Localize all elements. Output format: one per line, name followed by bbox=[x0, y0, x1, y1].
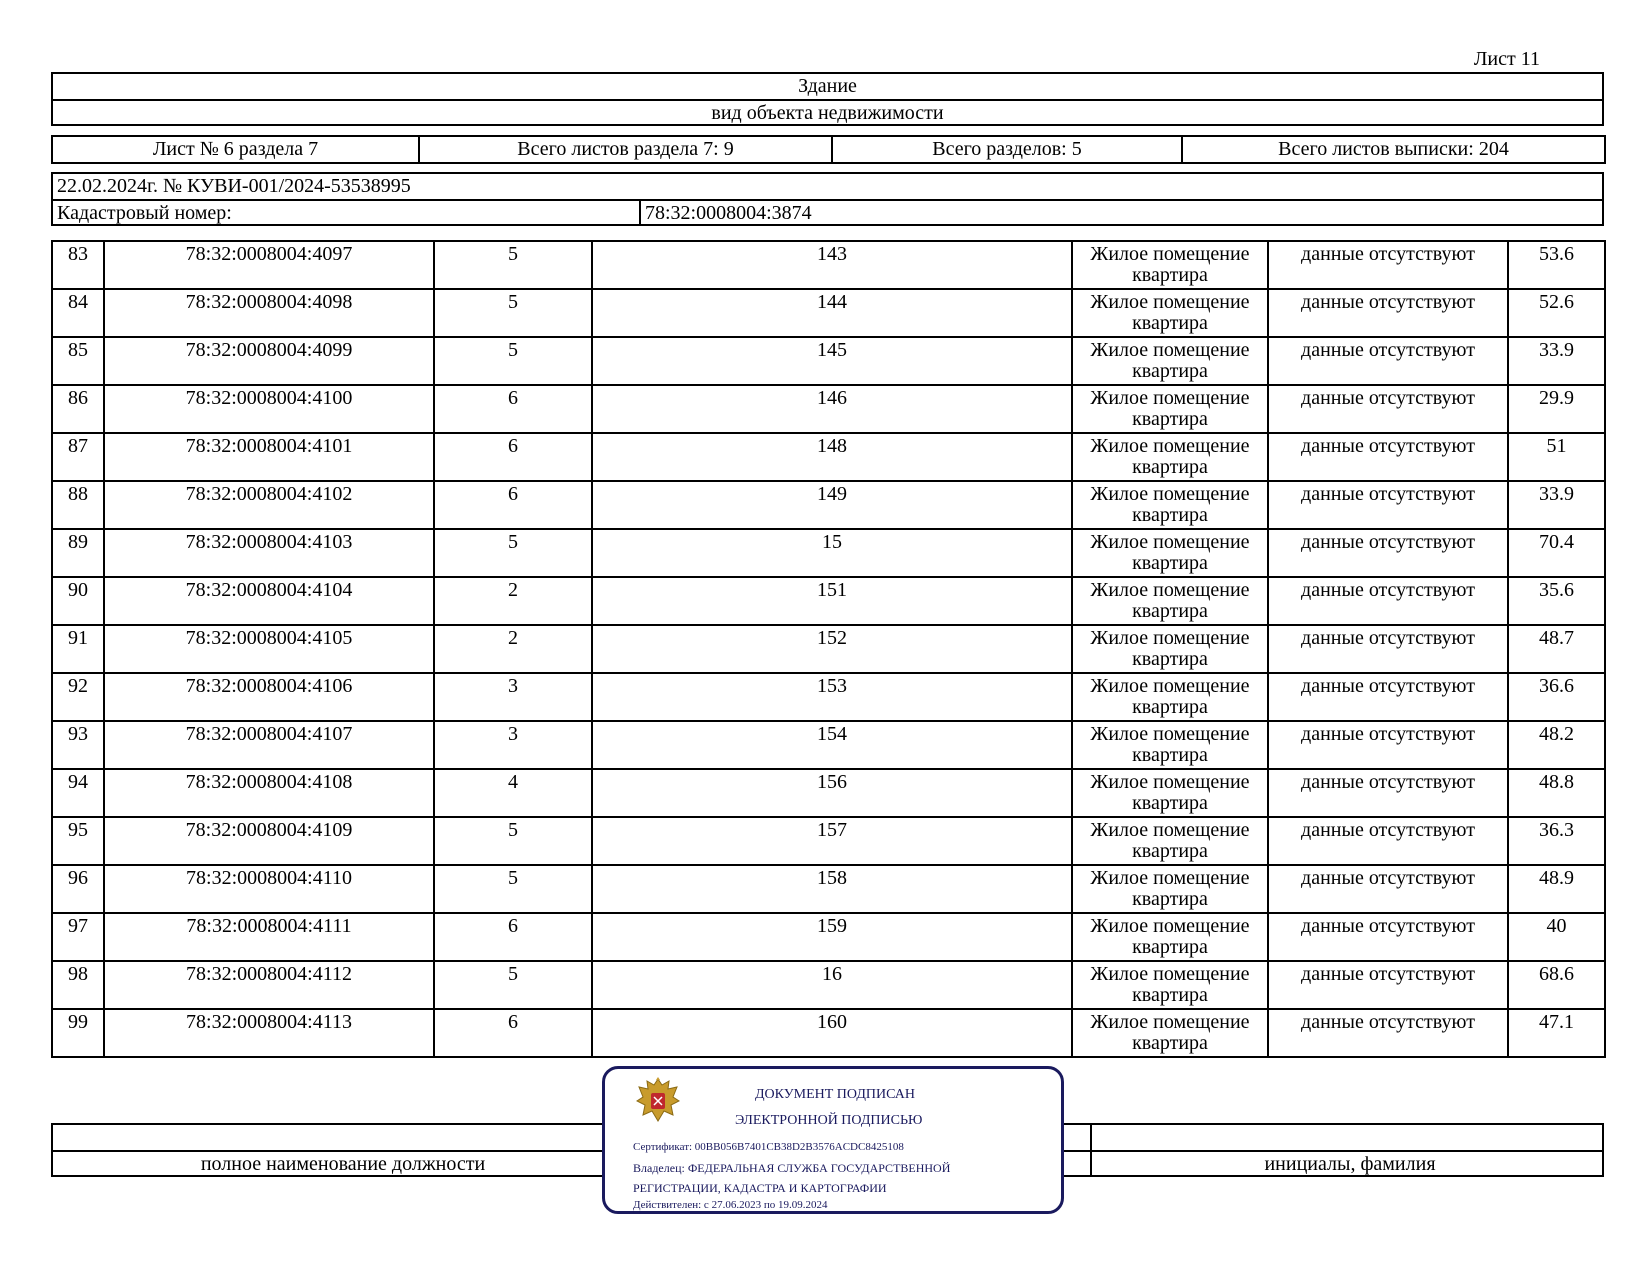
room-type-line2: квартира bbox=[1132, 888, 1208, 910]
room-type-line1: Жилое помещение bbox=[1090, 387, 1250, 409]
row-number: 83 bbox=[52, 241, 104, 289]
document-reference-box bbox=[51, 172, 1604, 226]
object-type-box bbox=[51, 72, 1604, 126]
room-cadastral-number: 78:32:0008004:4112 bbox=[104, 961, 434, 1009]
room-type-line1: Жилое помещение bbox=[1090, 675, 1250, 697]
stamp-owner2: РЕГИСТРАЦИИ, КАДАСТРА И КАРТОГРАФИИ bbox=[633, 1181, 887, 1195]
room-type-line1: Жилое помещение bbox=[1090, 435, 1250, 457]
room-number: 148 bbox=[592, 433, 1072, 481]
room-type bbox=[1072, 721, 1268, 769]
room-type bbox=[1072, 385, 1268, 433]
room-number: 157 bbox=[592, 817, 1072, 865]
room-cadastral-number: 78:32:0008004:4113 bbox=[104, 1009, 434, 1057]
room-type-line1: Жилое помещение bbox=[1090, 291, 1250, 313]
position-caption: полное наименование должности bbox=[200, 1153, 486, 1175]
floor: 2 bbox=[434, 625, 592, 673]
room-type-line1: Жилое помещение bbox=[1090, 531, 1250, 553]
table-row bbox=[52, 529, 1605, 577]
section-info-table bbox=[51, 135, 1606, 164]
room-info: данные отсутствуют bbox=[1268, 337, 1508, 385]
room-type-line1: Жилое помещение bbox=[1090, 483, 1250, 505]
room-type-line1: Жилое помещение bbox=[1090, 771, 1250, 793]
room-type-line2: квартира bbox=[1132, 696, 1208, 718]
room-number: 158 bbox=[592, 865, 1072, 913]
room-cadastral-number: 78:32:0008004:4110 bbox=[104, 865, 434, 913]
room-info: данные отсутствуют bbox=[1268, 913, 1508, 961]
room-type bbox=[1072, 337, 1268, 385]
floor: 5 bbox=[434, 529, 592, 577]
coat-of-arms-icon bbox=[633, 1075, 683, 1129]
room-cadastral-number: 78:32:0008004:4098 bbox=[104, 289, 434, 337]
room-type bbox=[1072, 673, 1268, 721]
room-type-line1: Жилое помещение bbox=[1090, 579, 1250, 601]
room-cadastral-number: 78:32:0008004:4111 bbox=[104, 913, 434, 961]
room-area: 36.3 bbox=[1508, 817, 1605, 865]
room-type-line1: Жилое помещение bbox=[1090, 627, 1250, 649]
room-type-line2: квартира bbox=[1132, 360, 1208, 382]
room-info: данные отсутствуют bbox=[1268, 385, 1508, 433]
room-type-line2: квартира bbox=[1132, 984, 1208, 1006]
sheet-number: Лист 11 bbox=[1473, 48, 1540, 70]
row-number: 84 bbox=[52, 289, 104, 337]
room-cadastral-number: 78:32:0008004:4097 bbox=[104, 241, 434, 289]
room-area: 48.8 bbox=[1508, 769, 1605, 817]
room-area: 70.4 bbox=[1508, 529, 1605, 577]
floor: 5 bbox=[434, 337, 592, 385]
room-area: 33.9 bbox=[1508, 481, 1605, 529]
room-type-line1: Жилое помещение bbox=[1090, 243, 1250, 265]
room-type-line1: Жилое помещение bbox=[1090, 915, 1250, 937]
room-type bbox=[1072, 529, 1268, 577]
room-number: 146 bbox=[592, 385, 1072, 433]
room-type-line2: квартира bbox=[1132, 936, 1208, 958]
row-number: 87 bbox=[52, 433, 104, 481]
room-type bbox=[1072, 769, 1268, 817]
room-type-line2: квартира bbox=[1132, 456, 1208, 478]
table-row bbox=[52, 289, 1605, 337]
room-type-line2: квартира bbox=[1132, 744, 1208, 766]
room-info: данные отсутствуют bbox=[1268, 1009, 1508, 1057]
room-type bbox=[1072, 1009, 1268, 1057]
room-type bbox=[1072, 913, 1268, 961]
room-area: 52.6 bbox=[1508, 289, 1605, 337]
row-number: 85 bbox=[52, 337, 104, 385]
floor: 5 bbox=[434, 289, 592, 337]
table-row bbox=[52, 577, 1605, 625]
room-cadastral-number: 78:32:0008004:4107 bbox=[104, 721, 434, 769]
room-info: данные отсутствуют bbox=[1268, 961, 1508, 1009]
room-area: 33.9 bbox=[1508, 337, 1605, 385]
stamp-line1: ДОКУМЕНТ ПОДПИСАН bbox=[755, 1087, 915, 1102]
row-number: 99 bbox=[52, 1009, 104, 1057]
room-type-line1: Жилое помещение bbox=[1090, 1011, 1250, 1033]
total-sheets-extract: Всего листов выписки: 204 bbox=[1182, 136, 1605, 163]
table-row bbox=[52, 865, 1605, 913]
table-row bbox=[52, 433, 1605, 481]
stamp-valid: Действителен: с 27.06.2023 по 19.09.2024 bbox=[633, 1199, 828, 1211]
floor: 5 bbox=[434, 865, 592, 913]
room-type-line2: квартира bbox=[1132, 408, 1208, 430]
table-row bbox=[52, 913, 1605, 961]
table-row bbox=[52, 721, 1605, 769]
room-cadastral-number: 78:32:0008004:4106 bbox=[104, 673, 434, 721]
stamp-line2: ЭЛЕКТРОННОЙ ПОДПИСЬЮ bbox=[735, 1113, 923, 1128]
table-row bbox=[52, 961, 1605, 1009]
floor: 3 bbox=[434, 673, 592, 721]
room-type bbox=[1072, 577, 1268, 625]
row-number: 94 bbox=[52, 769, 104, 817]
room-type-line1: Жилое помещение bbox=[1090, 819, 1250, 841]
room-type bbox=[1072, 481, 1268, 529]
room-type-line2: квартира bbox=[1132, 264, 1208, 286]
row-number: 96 bbox=[52, 865, 104, 913]
row-number: 89 bbox=[52, 529, 104, 577]
room-type-line2: квартира bbox=[1132, 840, 1208, 862]
table-row bbox=[52, 241, 1605, 289]
table-row bbox=[52, 1009, 1605, 1057]
room-number: 15 bbox=[592, 529, 1072, 577]
room-area: 53.6 bbox=[1508, 241, 1605, 289]
cadastral-number: 78:32:0008004:3874 bbox=[639, 201, 812, 226]
room-cadastral-number: 78:32:0008004:4101 bbox=[104, 433, 434, 481]
room-info: данные отсутствуют bbox=[1268, 625, 1508, 673]
room-number: 145 bbox=[592, 337, 1072, 385]
room-number: 160 bbox=[592, 1009, 1072, 1057]
signature-stamp bbox=[602, 1066, 1064, 1214]
room-type-line2: квартира bbox=[1132, 600, 1208, 622]
room-area: 40 bbox=[1508, 913, 1605, 961]
premises-table bbox=[51, 240, 1606, 1058]
room-number: 149 bbox=[592, 481, 1072, 529]
row-number: 95 bbox=[52, 817, 104, 865]
room-type-line2: квартира bbox=[1132, 648, 1208, 670]
room-info: данные отсутствуют bbox=[1268, 673, 1508, 721]
room-cadastral-number: 78:32:0008004:4102 bbox=[104, 481, 434, 529]
room-cadastral-number: 78:32:0008004:4109 bbox=[104, 817, 434, 865]
room-type bbox=[1072, 865, 1268, 913]
room-number: 144 bbox=[592, 289, 1072, 337]
table-row bbox=[52, 385, 1605, 433]
room-type-line2: квартира bbox=[1132, 1032, 1208, 1054]
room-area: 68.6 bbox=[1508, 961, 1605, 1009]
floor: 5 bbox=[434, 961, 592, 1009]
room-number: 16 bbox=[592, 961, 1072, 1009]
table-row bbox=[52, 481, 1605, 529]
room-type bbox=[1072, 241, 1268, 289]
floor: 6 bbox=[434, 481, 592, 529]
row-number: 98 bbox=[52, 961, 104, 1009]
room-type-line2: квартира bbox=[1132, 312, 1208, 334]
floor: 6 bbox=[434, 913, 592, 961]
floor: 2 bbox=[434, 577, 592, 625]
room-info: данные отсутствуют bbox=[1268, 865, 1508, 913]
room-number: 159 bbox=[592, 913, 1072, 961]
table-row bbox=[52, 673, 1605, 721]
floor: 5 bbox=[434, 817, 592, 865]
room-area: 48.9 bbox=[1508, 865, 1605, 913]
object-type-caption: вид объекта недвижимости bbox=[53, 99, 1602, 126]
room-type-line1: Жилое помещение bbox=[1090, 723, 1250, 745]
row-number: 97 bbox=[52, 913, 104, 961]
room-area: 48.2 bbox=[1508, 721, 1605, 769]
room-type bbox=[1072, 289, 1268, 337]
room-type bbox=[1072, 817, 1268, 865]
room-type-line1: Жилое помещение bbox=[1090, 963, 1250, 985]
room-number: 143 bbox=[592, 241, 1072, 289]
room-cadastral-number: 78:32:0008004:4104 bbox=[104, 577, 434, 625]
document-reference: 22.02.2024г. № КУВИ-001/2024-53538995 bbox=[57, 175, 411, 197]
table-row bbox=[52, 337, 1605, 385]
stamp-owner1: Владелец: ФЕДЕРАЛЬНАЯ СЛУЖБА ГОСУДАРСТВЕННОЙ bbox=[633, 1161, 951, 1175]
total-sections: Всего разделов: 5 bbox=[832, 136, 1182, 163]
room-cadastral-number: 78:32:0008004:4105 bbox=[104, 625, 434, 673]
room-info: данные отсутствуют bbox=[1268, 529, 1508, 577]
table-row bbox=[52, 769, 1605, 817]
row-number: 88 bbox=[52, 481, 104, 529]
room-type bbox=[1072, 961, 1268, 1009]
room-area: 36.6 bbox=[1508, 673, 1605, 721]
room-cadastral-number: 78:32:0008004:4100 bbox=[104, 385, 434, 433]
room-info: данные отсутствуют bbox=[1268, 577, 1508, 625]
room-number: 154 bbox=[592, 721, 1072, 769]
room-type-line2: квартира bbox=[1132, 552, 1208, 574]
row-number: 90 bbox=[52, 577, 104, 625]
room-area: 35.6 bbox=[1508, 577, 1605, 625]
room-number: 156 bbox=[592, 769, 1072, 817]
cadastral-label: Кадастровый номер: bbox=[57, 202, 232, 224]
room-info: данные отсутствуют bbox=[1268, 817, 1508, 865]
stamp-certificate: Сертификат: 00BB056B7401CB38D2B3576ACDC8425108 bbox=[633, 1141, 904, 1153]
room-area: 51 bbox=[1508, 433, 1605, 481]
room-area: 47.1 bbox=[1508, 1009, 1605, 1057]
floor: 6 bbox=[434, 1009, 592, 1057]
total-sheets-section: Всего листов раздела 7: 9 bbox=[419, 136, 832, 163]
room-info: данные отсутствуют bbox=[1268, 433, 1508, 481]
row-number: 86 bbox=[52, 385, 104, 433]
table-row bbox=[52, 625, 1605, 673]
room-number: 151 bbox=[592, 577, 1072, 625]
floor: 4 bbox=[434, 769, 592, 817]
floor: 3 bbox=[434, 721, 592, 769]
floor: 5 bbox=[434, 241, 592, 289]
room-number: 153 bbox=[592, 673, 1072, 721]
row-number: 91 bbox=[52, 625, 104, 673]
name-caption: инициалы, фамилия bbox=[1090, 1152, 1608, 1177]
room-cadastral-number: 78:32:0008004:4103 bbox=[104, 529, 434, 577]
room-type-line1: Жилое помещение bbox=[1090, 339, 1250, 361]
room-type bbox=[1072, 625, 1268, 673]
room-info: данные отсутствуют bbox=[1268, 241, 1508, 289]
room-info: данные отсутствуют bbox=[1268, 721, 1508, 769]
room-area: 29.9 bbox=[1508, 385, 1605, 433]
room-type-line1: Жилое помещение bbox=[1090, 867, 1250, 889]
object-type: Здание bbox=[798, 75, 857, 97]
room-type-line2: квартира bbox=[1132, 504, 1208, 526]
floor: 6 bbox=[434, 385, 592, 433]
floor: 6 bbox=[434, 433, 592, 481]
sheet-of-section: Лист № 6 раздела 7 bbox=[52, 136, 419, 163]
room-type bbox=[1072, 433, 1268, 481]
room-cadastral-number: 78:32:0008004:4099 bbox=[104, 337, 434, 385]
row-number: 92 bbox=[52, 673, 104, 721]
room-type-line2: квартира bbox=[1132, 792, 1208, 814]
table-row bbox=[52, 817, 1605, 865]
room-number: 152 bbox=[592, 625, 1072, 673]
row-number: 93 bbox=[52, 721, 104, 769]
room-area: 48.7 bbox=[1508, 625, 1605, 673]
room-cadastral-number: 78:32:0008004:4108 bbox=[104, 769, 434, 817]
room-info: данные отсутствуют bbox=[1268, 289, 1508, 337]
room-info: данные отсутствуют bbox=[1268, 769, 1508, 817]
room-info: данные отсутствуют bbox=[1268, 481, 1508, 529]
